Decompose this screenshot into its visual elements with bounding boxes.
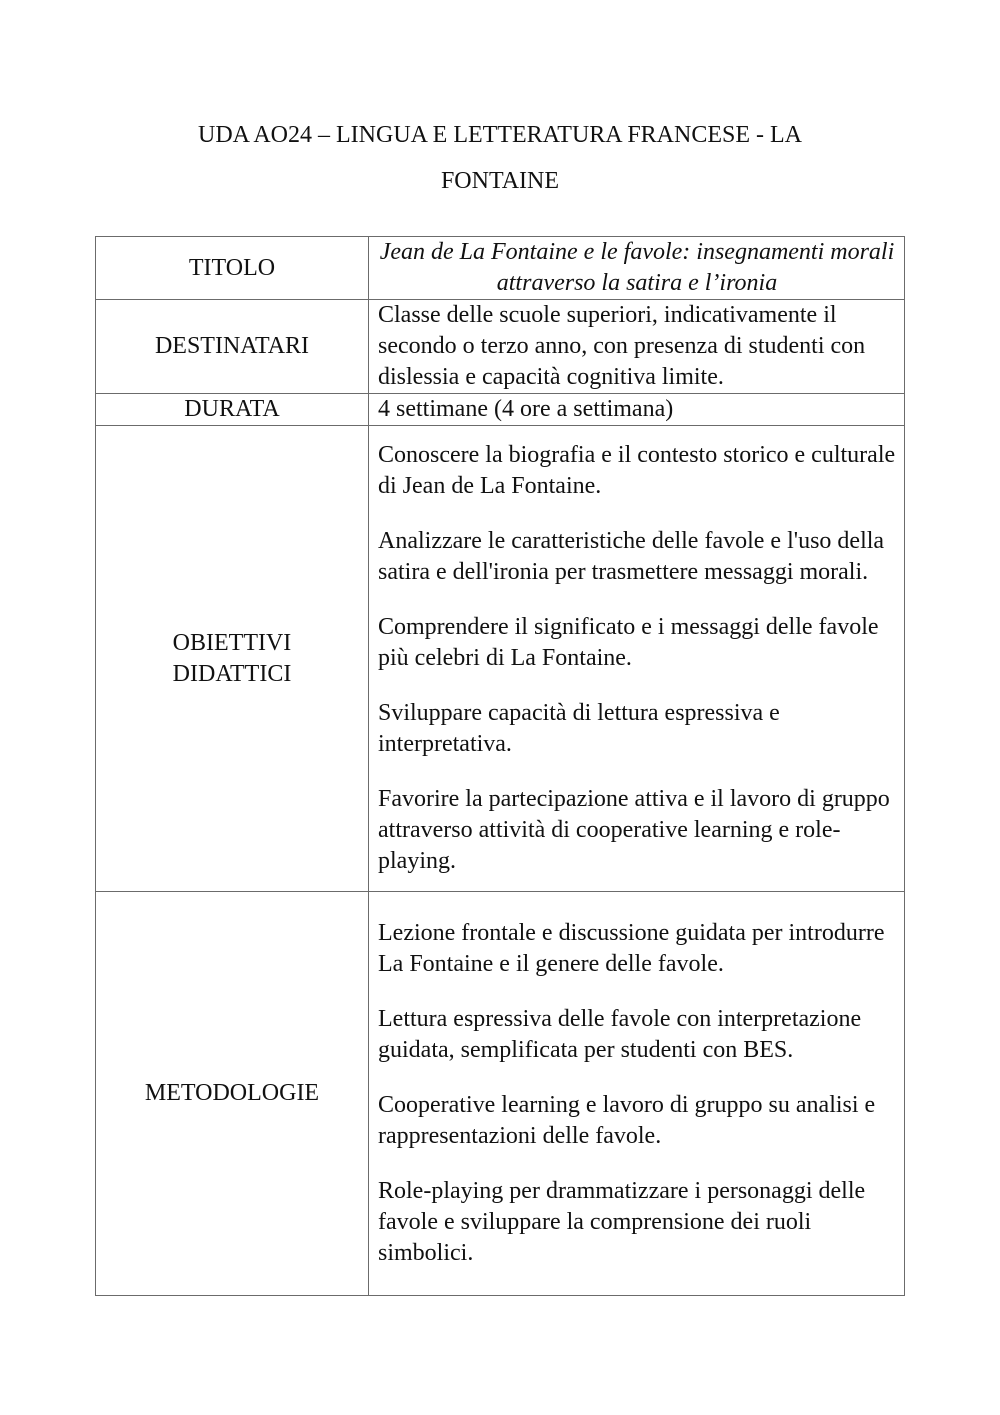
metodologia-paragraph: Cooperative learning e lavoro di gruppo su analisi e rappresentazioni delle favole. xyxy=(378,1092,876,1149)
table-row-titolo xyxy=(96,237,905,300)
titolo-text: Jean de La Fontaine e le favole: insegnamenti morali attraverso la satira e l’ironia xyxy=(379,239,895,296)
table-row-durata xyxy=(96,394,905,426)
row-label-durata xyxy=(96,394,369,426)
metodologia-paragraph: Role-playing per drammatizzare i personaggi delle favole e sviluppare la comprensione dei ruoli simbolici. xyxy=(378,1178,866,1266)
document-title-line-1: UDA AO24 – LINGUA E LETTERATURA FRANCESE - LA xyxy=(198,122,802,148)
obiettivo-paragraph: Sviluppare capacità di lettura espressiva e interpretativa. xyxy=(378,700,780,757)
row-label-obiettivi xyxy=(96,426,369,892)
row-label-text-line-2: DIDATTICI xyxy=(172,660,292,687)
row-value-destinatari xyxy=(369,300,905,394)
row-label-titolo xyxy=(96,237,369,300)
row-value-obiettivi xyxy=(369,426,905,892)
row-value-titolo xyxy=(369,237,905,300)
row-label-metodologie xyxy=(96,892,369,1296)
row-label-text: DURATA xyxy=(184,396,280,422)
table-row-metodologie xyxy=(96,892,905,1296)
document-title-line-2: FONTAINE xyxy=(440,168,560,194)
row-label-text: DESTINATARI xyxy=(154,333,310,359)
row-value-durata xyxy=(369,394,905,426)
obiettivo-paragraph: Analizzare le caratteristiche delle favole e l'uso della satira e dell'ironia per trasmettere messaggi morali. xyxy=(378,528,885,585)
row-value-metodologie xyxy=(369,892,905,1296)
table-row-obiettivi xyxy=(96,426,905,892)
row-label-destinatari xyxy=(96,300,369,394)
uda-table xyxy=(95,236,905,1296)
destinatari-text: Classe delle scuole superiori, indicativamente il secondo o terzo anno, con presenza di studenti con dislessia e capacità cognitiva limite. xyxy=(378,302,866,390)
obiettivo-paragraph: Favorire la partecipazione attiva e il lavoro di gruppo attraverso attività di cooperative learning e role-playing. xyxy=(378,786,890,874)
obiettivo-paragraph: Comprendere il significato e i messaggi delle favole più celebri di La Fontaine. xyxy=(378,614,879,671)
metodologia-paragraph: Lettura espressiva delle favole con interpretazione guidata, semplificata per studenti con BES. xyxy=(378,1006,862,1063)
document-title xyxy=(0,112,1000,204)
row-label-text-line-1: OBIETTIVI xyxy=(172,629,292,656)
row-label-text: METODOLOGIE xyxy=(144,1080,320,1106)
metodologia-paragraph: Lezione frontale e discussione guidata per introdurre La Fontaine e il genere delle favole. xyxy=(378,920,885,977)
table-row-destinatari xyxy=(96,300,905,394)
durata-text: 4 settimane (4 ore a settimana) xyxy=(378,396,674,422)
row-label-text: TITOLO xyxy=(188,254,276,281)
obiettivo-paragraph: Conoscere la biografia e il contesto storico e culturale di Jean de La Fontaine. xyxy=(378,442,896,499)
